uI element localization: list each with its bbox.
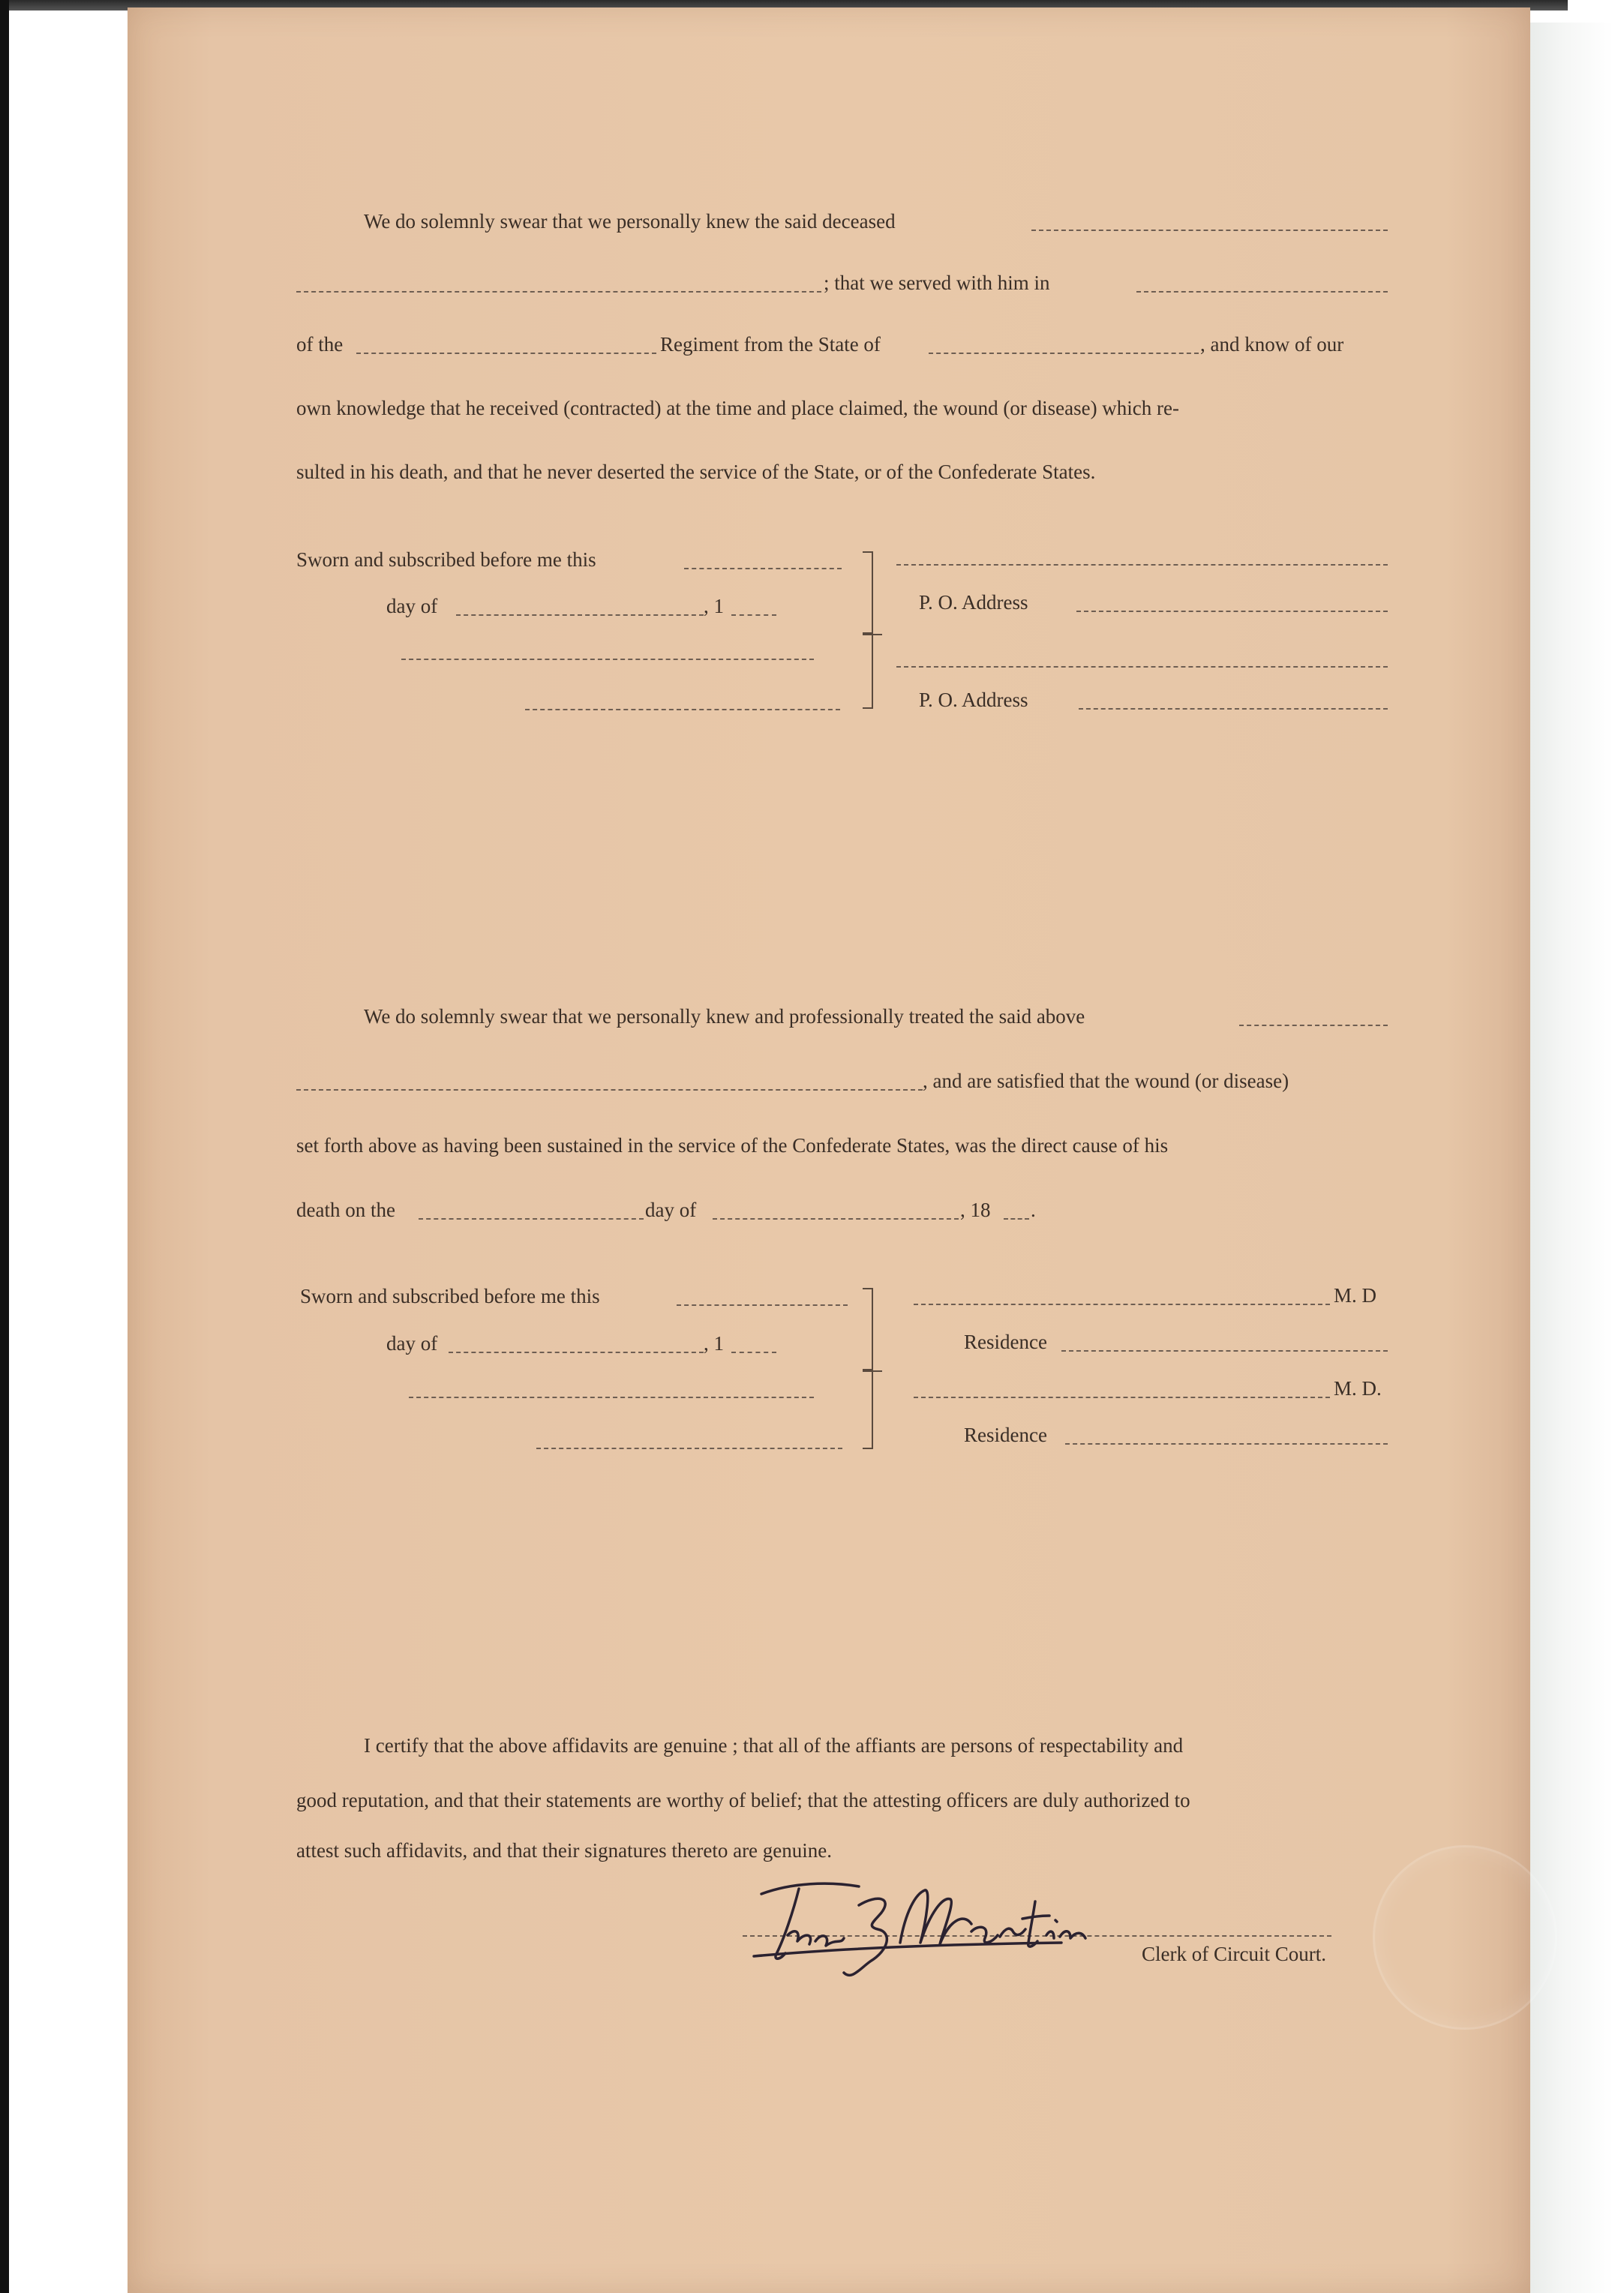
certification-line2: good reputation, and that their statements are worthy of belief; that the attesting officers are duly authorized to [296,1789,1190,1811]
affiant1-po-address-label: P. O. Address [919,591,1028,614]
death-month-field[interactable] [713,1218,959,1220]
jurat2-sworn: Sworn and subscribed before me this [300,1285,600,1307]
death-day-field[interactable] [419,1218,644,1220]
affidavit2-line3: set forth above as having been sustained in the service of the Confederate States, was the direct cause of his [296,1134,1169,1157]
affidavit2-line2: , and are satisfied that the wound (or disease) [923,1070,1289,1092]
affidavit2-line1: We do solemnly swear that we personally knew and professionally treated the said above [364,1005,1085,1028]
state-field[interactable] [929,353,1199,354]
physician1-signature-line[interactable] [914,1304,1330,1305]
jurat2-brace-upper [855,1288,873,1370]
physician1-md-label: M. D [1334,1284,1377,1307]
certification-line1: I certify that the above affidavits are genuine ; that all of the affiants are persons of respectability and [364,1734,1184,1757]
jurat1-this-field[interactable] [684,568,842,569]
affidavit1-line4: own knowledge that he received (contracted) at the time and place claimed, the wound (or disease) which re- [296,397,1180,419]
jurat1-brace-lower [855,634,873,709]
affiant2-po-address-label: P. O. Address [919,689,1028,711]
jurat1-officer-title-line[interactable] [525,709,840,710]
affidavit1-line5: sulted in his death, and that he never deserted the service of the State, or of the Confederate States. [296,461,1096,483]
jurat1-officer-signature-line[interactable] [401,659,814,660]
affidavit1-line3-of-the: of the [296,333,344,356]
jurat1-year-prefix: , 1 [704,595,724,617]
jurat2-day-of: day of [386,1332,438,1355]
embossed-seal [1373,1845,1557,2030]
affidavit1-line3-know: , and know of our [1200,333,1344,356]
death-year-field[interactable] [1004,1218,1029,1220]
affidavit1-line1: We do solemnly swear that we personally knew the said deceased [364,210,896,233]
physician1-residence-label: Residence [964,1331,1047,1353]
physician-deceased-field-cont[interactable] [296,1089,923,1091]
affidavit1-line2: ; that we served with him in [824,272,1050,294]
scan-border-left [0,0,9,2293]
jurat2-year-field[interactable] [731,1352,776,1353]
deceased-name-field[interactable] [1031,230,1388,231]
jurat2-officer-signature-line[interactable] [409,1397,814,1398]
affidavit2-line4-period: . [1031,1199,1036,1221]
physician-deceased-field[interactable] [1239,1025,1388,1026]
physician2-residence-field[interactable] [1065,1443,1388,1445]
jurat1-day-of: day of [386,595,438,617]
physician2-md-label: M. D. [1334,1377,1382,1400]
jurat2-this-field[interactable] [677,1304,848,1306]
jurat2-year-prefix: , 1 [704,1332,724,1355]
deceased-name-field-cont[interactable] [296,291,821,293]
regiment-field[interactable] [356,353,656,354]
jurat2-day-of-field[interactable] [449,1352,704,1353]
jurat1-brace-tip [872,634,882,635]
jurat1-sworn: Sworn and subscribed before me this [296,548,596,571]
affidavit1-line3-regiment: Regiment from the State of [660,333,881,356]
affiant2-po-address-field[interactable] [1079,708,1388,710]
physician1-residence-field[interactable] [1061,1350,1388,1352]
jurat1-day-of-field[interactable] [456,614,704,616]
jurat2-brace-tip [872,1370,882,1372]
clerk-handwritten-signature [746,1860,1121,1980]
affidavit2-line4-death-on: death on the [296,1199,395,1221]
jurat2-brace-lower [855,1370,873,1449]
affidavit2-line4-year-prefix: , 18 [960,1199,991,1221]
affiant2-signature-line[interactable] [896,666,1388,668]
physician2-residence-label: Residence [964,1424,1047,1446]
affidavit2-line4-day-of: day of [645,1199,697,1221]
jurat1-brace-upper [855,551,873,634]
affiant1-signature-line[interactable] [896,564,1388,566]
jurat1-year-field[interactable] [731,614,776,616]
certification-line3: attest such affidavits, and that their signatures thereto are genuine. [296,1839,833,1862]
clerk-title: Clerk of Circuit Court. [1142,1943,1326,1965]
jurat2-officer-title-line[interactable] [536,1448,842,1449]
affiant1-po-address-field[interactable] [1076,611,1388,612]
physician2-signature-line[interactable] [914,1397,1330,1398]
company-field[interactable] [1136,291,1388,293]
